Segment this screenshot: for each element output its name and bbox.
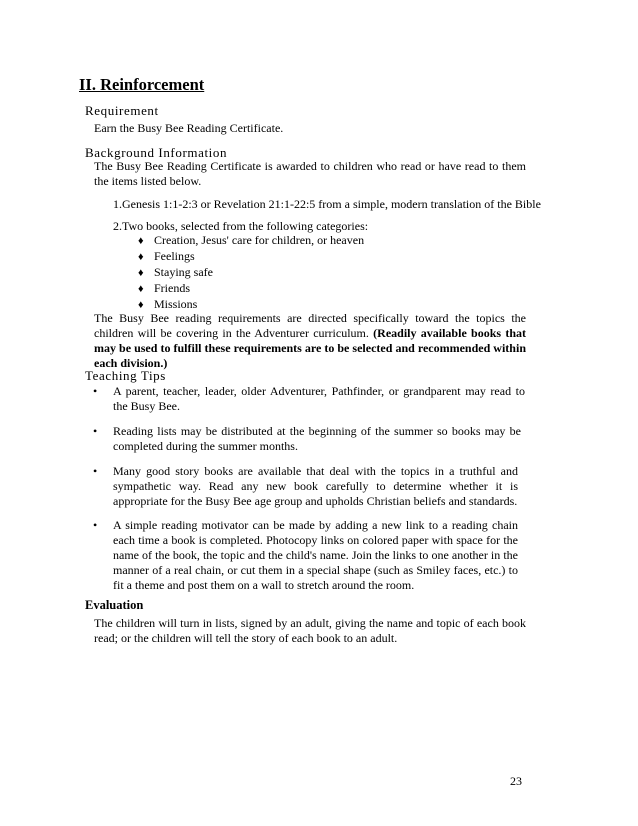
evaluation-text: The children will turn in lists, signed by an adult, giving the name and topic of each book read; or the children will tell the story of each book to an adult.	[94, 616, 526, 645]
diamond-bullet-icon: ♦	[138, 251, 144, 263]
reading-item-1: 1.Genesis 1:1-2:3 or Revelation 21:1-22:5 from a simple, modern translation of the Bible	[113, 197, 541, 211]
tip-item: A simple reading motivator can be made by adding a new link to a reading chain each time a book is completed. Photocopy links on colored paper with space for the name of the book, the topic and the child's name. Join the links to one another in the manner of a real chain, or cut them in a special shape (such as Smiley faces, etc.) to fit a theme and post them on a wall to stretch around the room.	[113, 518, 518, 592]
list-item: ♦ Staying safe	[138, 265, 213, 279]
section-title: II. Reinforcement	[79, 75, 205, 94]
requirement-heading: Requirement	[85, 103, 159, 118]
diamond-bullet-icon: ♦	[138, 235, 144, 247]
note-text: The Busy Bee reading requirements are directed specifically toward the topics the children will be covering in the Adventurer curriculum.	[94, 311, 526, 340]
requirement-text: Earn the Busy Bee Reading Certificate.	[94, 121, 284, 135]
tip-item: Many good story books are available that deal with the topics in a truthful and sympathetic way. Read any new book carefully to determine whether it is appropriate for the Busy Bee age group and upholds Christian beliefs and standards.	[113, 464, 518, 508]
teaching-tips-heading: Teaching Tips	[85, 368, 166, 383]
tip-item: Reading lists may be distributed at the beginning of the summer so books may be completed during the summer months.	[113, 424, 521, 453]
page-number: 23	[510, 774, 522, 788]
tip-item: A parent, teacher, leader, older Adventurer, Pathfinder, or grandparent may read to the Busy Bee.	[113, 384, 525, 413]
background-note	[94, 311, 526, 371]
bullet-icon: •	[93, 518, 98, 532]
list-item: ♦ Friends	[138, 281, 190, 295]
bullet-icon: •	[93, 464, 98, 478]
diamond-bullet-icon: ♦	[138, 283, 144, 295]
background-heading: Background Information	[85, 145, 228, 160]
background-intro: The Busy Bee Reading Certificate is awarded to children who read or have read to them the items listed below.	[94, 159, 526, 188]
bullet-icon: •	[93, 384, 98, 398]
list-item: ♦ Creation, Jesus' care for children, or heaven	[138, 233, 365, 247]
list-item: ♦ Missions	[138, 297, 198, 311]
category-list	[138, 233, 364, 313]
diamond-bullet-icon: ♦	[138, 267, 144, 279]
evaluation-heading: Evaluation	[85, 598, 144, 612]
list-item: ♦ Feelings	[138, 249, 195, 263]
note-bold-text: (Readily available books that may be used to fulfill these requirements are to be selected and recommended within each division.)	[94, 326, 527, 370]
reading-item-2: 2.Two books, selected from the following categories:	[113, 219, 369, 233]
diamond-bullet-icon: ♦	[138, 299, 144, 311]
bullet-icon: •	[93, 424, 98, 438]
